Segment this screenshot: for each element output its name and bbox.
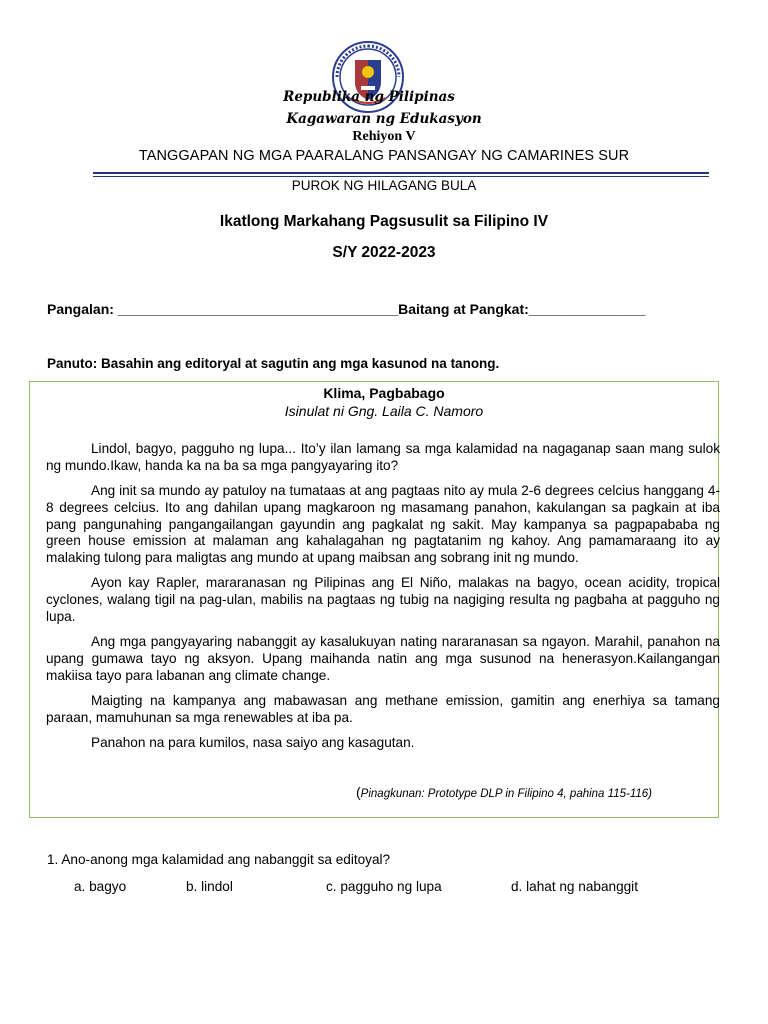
department-heading: Kagawaran ng Edukasyon (286, 111, 482, 127)
question-1-choice-d: d. lahat ng nabanggit (511, 879, 638, 894)
editorial-paragraph: Ang init sa mundo ay patuloy na tumataas at ang pagtaas nito ay mula 2-6 degrees celcius hanggang 4-8 degrees celcius. Ito ang dahilan upang magkaroon ng masamang panahon, kakulangan sa pagkain at iba pang pangunahing pangangailangan gayundin ang pagkalat ng sakit. May kampanya sa pagpapababa ng green house emission at malaman ang kahalagahan ng pagtatanim ng kahoy. Ang pamamaraang ito ay malaking tulong para maligtas ang mundo at upang maibsan ang sobrang init ng mundo. (46, 482, 720, 566)
school-year: S/Y 2022-2023 (332, 244, 436, 261)
directions: Panuto: Basahin ang editoryal at sagutin ang mga kasunod na tanong. (47, 356, 500, 371)
editorial-body (46, 441, 720, 760)
editorial-source (356, 784, 652, 800)
editorial-title: Klima, Pagbabago (323, 385, 445, 401)
editorial-paragraph: Ayon kay Rapler, mararanasan ng Pilipinas ang El Niño, malakas na bagyo, ocean acidity, tropical cyclones, walang tigil na pag-ulan, mabilis na pagtaas ng tubig na nagiging resulta ng pagbaha at pagguho ng lupa. (46, 575, 720, 624)
question-1-choice-c: c. pagguho ng lupa (326, 879, 442, 894)
question-1-choice-a: a. bagyo (74, 879, 127, 894)
question-1-choice-b: b. lindol (186, 879, 233, 894)
exam-title: Ikatlong Markahang Pagsusulit sa Filipino IV (219, 213, 549, 230)
editorial-author: Isinulat ni Gng. Laila C. Namoro (284, 403, 484, 419)
header-rule-thin (93, 176, 709, 177)
division-office-heading: TANGGAPAN NG MGA PAARALANG PANSANGAY NG CAMARINES SUR (138, 148, 630, 164)
region-heading: Rehiyon V (352, 129, 416, 144)
editorial-paragraph: Ang mga pangyayaring nabanggit ay kasalukuyan nating nararanasan sa ngayon. Marahil, panahon na upang gumawa tayo ng aksyon. Upang maihanda natin ang mga susunod na henerasyon.Kailangangan makiisa tayo para labanan ang climate change. (46, 634, 720, 683)
source-open-paren: ( (356, 784, 361, 800)
district-heading: PUROK NG HILAGANG BULA (291, 178, 477, 193)
editorial-paragraph: Maigting na kampanya ang mabawasan ang methane emission, gamitin ang enerhiya sa tamang paraan, mamuhunan sa mga renewables at iba pa. (46, 692, 720, 725)
question-1: 1. Ano-anong mga kalamidad ang nabanggit sa editoyal? (47, 852, 391, 867)
student-name-grade-line: Pangalan: ____________________________________Baitang at Pangkat:_______________ (47, 301, 646, 317)
editorial-paragraph: Panahon na para kumilos, nasa saiyo ang kasagutan. (91, 734, 415, 750)
editorial-paragraph: Lindol, bagyo, pagguho ng lupa... Ito’y ilan lamang sa mga kalamidad na nagaganap saan mang sulok ng mundo.Ikaw, handa ka na ba sa mga pangyayaring ito? (46, 441, 720, 473)
header-rule-thick (93, 172, 709, 174)
republic-heading: Republika ng Pilipinas (283, 89, 455, 105)
source-text: Pinagkunan: Prototype DLP in Filipino 4, pahina 115-116) (360, 788, 652, 800)
